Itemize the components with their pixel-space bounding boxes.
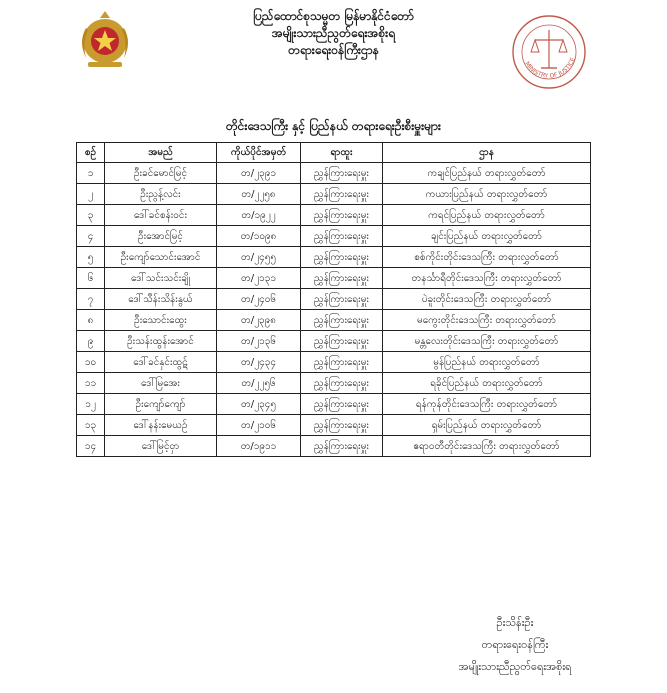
cell-department: ပဲခူးတိုင်းဒေသကြီး တရားလွှတ်တော် <box>383 289 591 310</box>
cell-department: စစ်ကိုင်းတိုင်းဒေသကြီး တရားလွှတ်တော် <box>383 247 591 268</box>
cell-id: တ/၂၂၅၈ <box>217 184 301 205</box>
cell-position: ညွှန်ကြားရေးမှူး <box>301 394 383 415</box>
table-row <box>77 205 591 226</box>
directors-table <box>76 142 591 457</box>
cell-no: ၃ <box>77 205 105 226</box>
cell-position: ညွှန်ကြားရေးမှူး <box>301 373 383 394</box>
cell-position: ညွှန်ကြားရေးမှူး <box>301 289 383 310</box>
cell-name: ဒေါ်မြင့်ဝှာ <box>105 436 217 457</box>
table-row <box>77 289 591 310</box>
cell-position: ညွှန်ကြားရေးမှူး <box>301 226 383 247</box>
cell-department: ကရင်ပြည်နယ် တရားလွှတ်တော် <box>383 205 591 226</box>
header-line-1: ပြည်ထောင်စုသမ္မတ မြန်မာနိုင်ငံတော် <box>253 9 414 23</box>
document-header <box>160 8 507 59</box>
cell-id: တ/၂၃၉၁ <box>217 163 301 184</box>
signature-block <box>440 612 590 678</box>
cell-id: တ/၂၃၄၅ <box>217 394 301 415</box>
cell-id: တ/၂၃၉၈ <box>217 310 301 331</box>
cell-position: ညွှန်ကြားရေးမှူး <box>301 268 383 289</box>
cell-no: ၁၂ <box>77 394 105 415</box>
signer-position: တရားရေးဝန်ကြီး <box>481 638 549 651</box>
cell-no: ၅ <box>77 247 105 268</box>
table-row <box>77 352 591 373</box>
cell-department: ချင်းပြည်နယ် တရားလွှတ်တော် <box>383 226 591 247</box>
cell-id: တ/၁၉၂၂ <box>217 205 301 226</box>
signer-name: ဦးသိန်းဦး <box>496 616 534 629</box>
cell-id: တ/၂၂၅၆ <box>217 373 301 394</box>
col-header-id: ကိုယ်ပိုင်အမှတ် <box>217 143 301 163</box>
cell-department: ကယားပြည်နယ် တရားလွှတ်တော် <box>383 184 591 205</box>
cell-department: ရခိုင်ပြည်နယ် တရားလွှတ်တော် <box>383 373 591 394</box>
cell-position: ညွှန်ကြားရေးမှူး <box>301 163 383 184</box>
cell-id: တ/၂၁၃၁ <box>217 268 301 289</box>
cell-id: တ/၂၄၀၆ <box>217 289 301 310</box>
cell-position: ညွှန်ကြားရေးမှူး <box>301 184 383 205</box>
signer-organization: အမျိုးသားညီညွတ်ရေးအစိုးရ <box>458 660 572 673</box>
table-header-row <box>77 143 591 163</box>
header-line-2: အမျိုးသားညီညွတ်ရေးအစိုးရ <box>271 26 396 40</box>
cell-position: ညွှန်ကြားရေးမှူး <box>301 205 383 226</box>
table-row <box>77 268 591 289</box>
cell-name: ဒေါ်သီန်းသိန်းနွယ် <box>105 289 217 310</box>
header-line-3: တရားရေးဝန်ကြီးဌာန <box>288 43 379 57</box>
table-row <box>77 184 591 205</box>
cell-name: ဒေါ်သင်းသင်းချို <box>105 268 217 289</box>
col-header-name: အမည် <box>105 143 217 163</box>
cell-department: ရှမ်းပြည်နယ် တရားလွှတ်တော် <box>383 415 591 436</box>
table-row <box>77 373 591 394</box>
cell-no: ၈ <box>77 310 105 331</box>
cell-position: ညွှန်ကြားရေးမှူး <box>301 352 383 373</box>
cell-name: ဒေါ်နန်းမေယဉ် <box>105 415 217 436</box>
cell-no: ၆ <box>77 268 105 289</box>
cell-department: ဧရာဝတီတိုင်းဒေသကြီး တရားလွှတ်တော် <box>383 436 591 457</box>
table-row <box>77 415 591 436</box>
seal-text: MINISTRY OF JUSTICE <box>523 56 577 80</box>
cell-id: တ/၁၉၁၁ <box>217 436 301 457</box>
cell-id: တ/၂၁၃၆ <box>217 331 301 352</box>
cell-name: ဦးအောင်မြင့် <box>105 226 217 247</box>
cell-name: ဦးကျော်သောင်းအောင် <box>105 247 217 268</box>
col-header-no: စဥ် <box>77 143 105 163</box>
cell-department: တနင်္သာရီတိုင်းဒေသကြီး တရားလွှတ်တော် <box>383 268 591 289</box>
cell-position: ညွှန်ကြားရေးမှူး <box>301 415 383 436</box>
table-row <box>77 163 591 184</box>
cell-name: ဦးညွန့်လင်း <box>105 184 217 205</box>
table-row <box>77 310 591 331</box>
cell-no: ၉ <box>77 331 105 352</box>
col-header-department: ဌာန <box>383 143 591 163</box>
table-row <box>77 436 591 457</box>
cell-id: တ/၂၄၃၄ <box>217 352 301 373</box>
cell-no: ၁ <box>77 163 105 184</box>
cell-department: ကချင်ပြည်နယ် တရားလွှတ်တော် <box>383 163 591 184</box>
cell-position: ညွှန်ကြားရေးမှူး <box>301 436 383 457</box>
cell-no: ၁၁ <box>77 373 105 394</box>
cell-id: တ/၁၀၉၈ <box>217 226 301 247</box>
cell-no: ၁၀ <box>77 352 105 373</box>
cell-id: တ/၂၄၅၅ <box>217 247 301 268</box>
cell-position: ညွှန်ကြားရေးမှူး <box>301 247 383 268</box>
cell-no: ၁၃ <box>77 415 105 436</box>
cell-no: ၇ <box>77 289 105 310</box>
cell-department: ရန်ကုန်တိုင်းဒေသကြီး တရားလွှတ်တော် <box>383 394 591 415</box>
cell-name: ဦးခင်မောင်မြင့် <box>105 163 217 184</box>
cell-no: ၂ <box>77 184 105 205</box>
table-row <box>77 226 591 247</box>
cell-position: ညွှန်ကြားရေးမှူး <box>301 331 383 352</box>
cell-name: ဒေါ်မြအေး <box>105 373 217 394</box>
cell-name: ဒေါ်ခင်နှင်းထွဋ် <box>105 352 217 373</box>
state-seal-icon <box>74 8 136 70</box>
cell-no: ၁၄ <box>77 436 105 457</box>
cell-id: တ/၂၁၀၆ <box>217 415 301 436</box>
cell-department: မွန်ပြည်နယ် တရားလွှတ်တော် <box>383 352 591 373</box>
cell-no: ၄ <box>77 226 105 247</box>
table-row <box>77 247 591 268</box>
cell-name: ဒေါ်ခင်စန်းဝင်း <box>105 205 217 226</box>
cell-department: မကွေးတိုင်းဒေသကြီး တရားလွှတ်တော် <box>383 310 591 331</box>
ministry-of-justice-seal-icon <box>509 12 589 92</box>
cell-department: မန္တလေးတိုင်းဒေသကြီး တရားလွှတ်တော် <box>383 331 591 352</box>
table-row <box>77 331 591 352</box>
cell-name: ဦးသန်းထွန်းအောင် <box>105 331 217 352</box>
document-title: တိုင်းဒေသကြီး နှင့် ပြည်နယ် တရားရေးဦးစီးမှူးများ <box>226 119 441 133</box>
col-header-position: ရာထူး <box>301 143 383 163</box>
cell-name: ဦးကျော်ကျော် <box>105 394 217 415</box>
cell-position: ညွှန်ကြားရေးမှူး <box>301 310 383 331</box>
table-row <box>77 394 591 415</box>
cell-name: ဦးသောင်းထွေး <box>105 310 217 331</box>
